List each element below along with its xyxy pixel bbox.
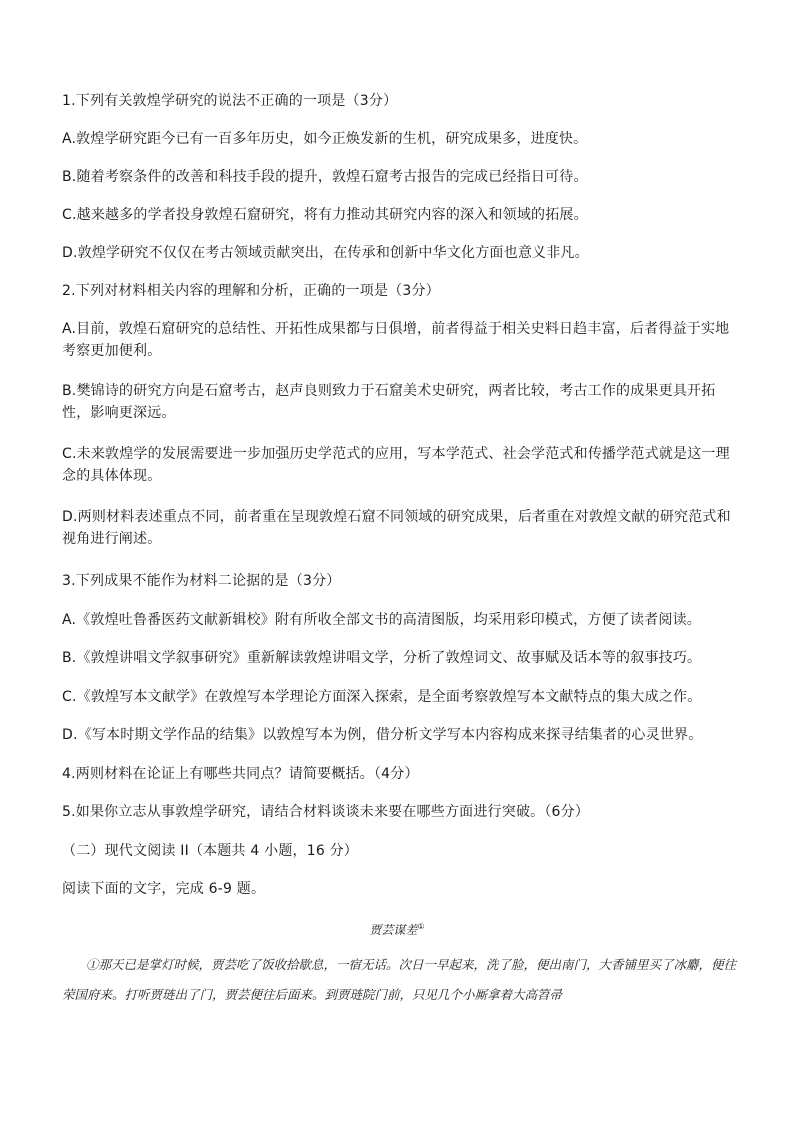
q3-option-c: C.《敦煌写本文献学》在敦煌写本学理论方面深入探索，是全面考察敦煌写本文献特点的集大成之作。 [62,689,702,705]
q3-option-b: B.《敦煌讲唱文学叙事研究》重新解读敦煌讲唱文学，分析了敦煌词文、故事赋及话本等的叙事技巧。 [62,650,702,666]
q2-option-b: B.樊锦诗的研究方向是石窟考古，赵声良则致力于石窟美术史研究，两者比较，考古工作的成果更具开拓性，影响更深远。 [62,383,716,421]
q1-option-b: B.随着考察条件的改善和科技手段的提升，敦煌石窟考古报告的完成已经指日可待。 [62,169,588,185]
q2-option-c: C.未来敦煌学的发展需要进一步加强历史学范式的应用，写本学范式、社会学范式和传播学范式就是这一理念的具体体现。 [62,446,730,484]
q2-option-d: D.两则材料表述重点不同，前者重在呈现敦煌石窟不同领域的研究成果，后者重在对敦煌文献的研究范式和视角进行阐述。 [62,509,731,547]
section-heading: （二）现代文阅读 II（本题共 4 小题，16 分） [62,843,358,859]
q2-stem: 2.下列对材料相关内容的理解和分析，正确的一项是（3分） [62,283,440,299]
q1-option-c: C.越来越多的学者投身敦煌石窟研究，将有力推动其研究内容的深入和领域的拓展。 [62,207,588,223]
passage-title-footnote-mark: ① [417,922,425,931]
q4-stem: 4.两则材料在论证上有哪些共同点？请简要概括。（4分） [62,766,419,782]
passage-paragraph-1-text: ①那天已是掌灯时候，贾芸吃了饭收拾歇息，一宿无话。次日一早起来，洗了脸，便出南门，大香铺里买了冰麝，便往荣国府来。打听贾琏出了门，贾芸便往后面来。到贾琏院门前，只见几个小厮拿着大高笤帚 [62,957,737,1002]
section-instruction: 阅读下面的文字，完成 6-9 题。 [62,881,266,897]
q3-stem: 3.下列成果不能作为材料二论据的是（3分） [62,573,341,589]
q1-stem: 1.下列有关敦煌学研究的说法不正确的一项是（3分） [62,93,398,109]
q3-option-a: A.《敦煌吐鲁番医药文献新辑校》附有所收全部文书的高清图版，均采用彩印模式，方便了读者阅读。 [62,612,701,628]
q3-option-d: D.《写本时期文学作品的结集》以敦煌写本为例，借分析文学写本内容构成来探寻结集者的心灵世界。 [62,727,703,743]
q2-option-a: A.目前，敦煌石窟研究的总结性、开拓性成果都与日俱增，前者得益于相关史料日趋丰富，后者得益于实地考察更加便利。 [62,321,730,359]
passage-title [0,918,794,939]
q1-option-a: A.敦煌学研究距今已有一百多年历史，如今正焕发新的生机，研究成果多，进度快。 [62,131,588,147]
q1-option-d: D.敦煌学研究不仅仅在考古领域贡献突出，在传承和创新中华文化方面也意义非凡。 [62,245,589,261]
passage-title-text: 贾芸谋差 [369,923,418,937]
q5-stem: 5.如果你立志从事敦煌学研究，请结合材料谈谈未来要在哪些方面进行突破。（6分） [62,804,590,820]
passage-paragraph-1 [62,950,742,1010]
